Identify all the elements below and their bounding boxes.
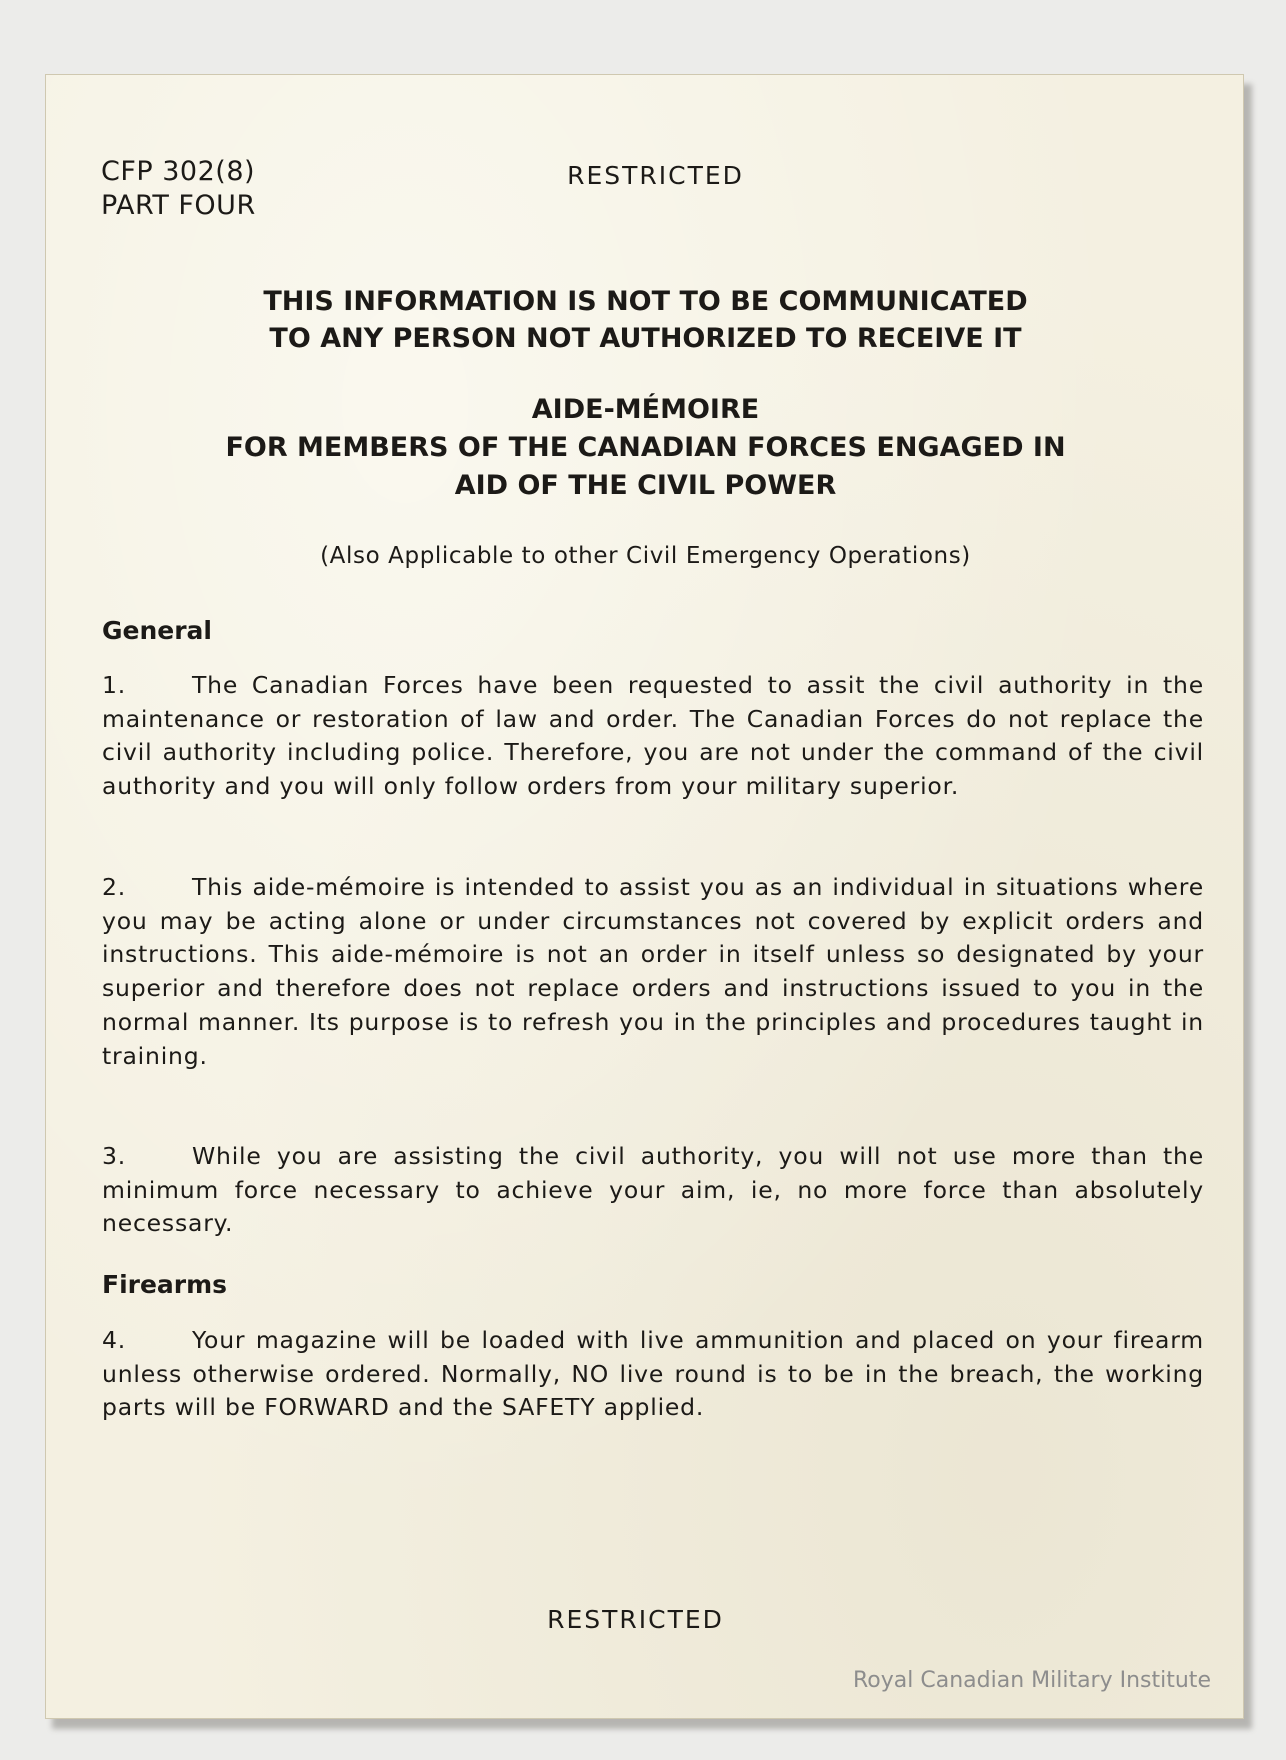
paragraph-1 [102, 669, 1204, 804]
paragraph-3-number: 3. [102, 1142, 127, 1170]
title-line-2: FOR MEMBERS OF THE CANADIAN FORCES ENGAGED IN [225, 432, 1066, 463]
paragraph-1-text: The Canadian Forces have been requested to assit the civil authority in the maintenance or restoration of law and order. The Canadian Forces do not replace the civil authority including police. Therefore, you are not under the command of the civil authority and you will only follow orders from your military superior. [102, 671, 1204, 801]
document-title [46, 391, 1245, 505]
paragraph-4-number: 4. [102, 1326, 127, 1354]
section-heading-general: General [102, 616, 212, 645]
watermark-text: Royal Canadian Military Institute [853, 1668, 1211, 1693]
doc-part: PART FOUR [101, 190, 256, 221]
warning-line-1: THIS INFORMATION IS NOT TO BE COMMUNICATED [263, 286, 1028, 317]
classification-top: RESTRICTED [567, 161, 744, 190]
title-line-3: AID OF THE CIVIL POWER [454, 470, 837, 501]
paragraph-1-number: 1. [102, 671, 127, 699]
security-warning [46, 283, 1245, 357]
document-subtitle: (Also Applicable to other Civil Emergency Operations) [320, 543, 971, 569]
paragraph-3-text: While you are assisting the civil authority, you will not use more than the minimum force necessary to achieve your aim, ie, no more force than absolutely necessary. [102, 1142, 1204, 1238]
title-line-1: AIDE-MÉMOIRE [531, 394, 760, 425]
classification-bottom: RESTRICTED [547, 1605, 724, 1634]
document-card [45, 74, 1244, 1719]
paragraph-4 [102, 1324, 1204, 1425]
paragraph-4-text: Your magazine will be loaded with live ammunition and placed on your firearm unless otherwise ordered. Normally, NO live round is to be in the breach, the working parts will be FORWARD and the SAFETY applied. [102, 1326, 1204, 1422]
section-heading-firearms: Firearms [102, 1270, 228, 1299]
paragraph-2 [102, 871, 1204, 1073]
paragraph-2-number: 2. [102, 873, 127, 901]
warning-line-2: TO ANY PERSON NOT AUTHORIZED TO RECEIVE IT [269, 323, 1022, 354]
paragraph-2-text: This aide-mémoire is intended to assist you as an individual in situations where you may be acting alone or under circumstances not covered by explicit orders and instructions. This aide-mémoire is not an order in itself unless so designated by your superior and therefore does not replace orders and instructions issued to you in the normal manner. Its purpose is to refresh you in the principles and procedures taught in training. [102, 873, 1204, 1070]
doc-number: CFP 302(8) [101, 156, 256, 187]
paragraph-3 [102, 1140, 1204, 1241]
